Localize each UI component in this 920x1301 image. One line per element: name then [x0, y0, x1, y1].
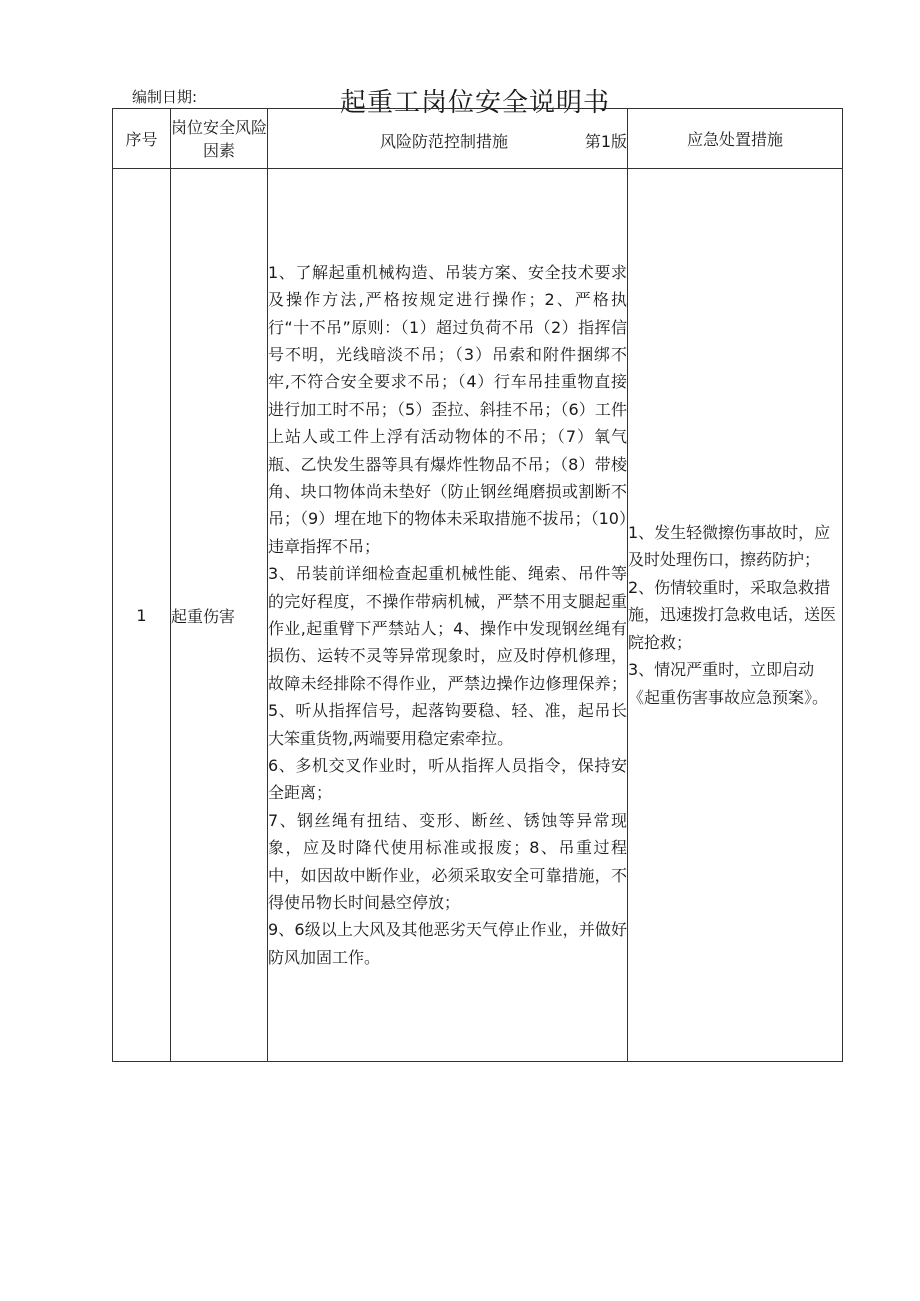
document-title: 起重工岗位安全说明书: [340, 88, 611, 118]
row-seq: 1: [113, 169, 171, 1062]
emergency-item: 3、情况严重时，立即启动《起重伤害事故应急预案》。: [628, 660, 829, 707]
measure-paragraph: 9、6级以上大风及其他恶劣天气停止作业，并做好防风加固工作。: [268, 920, 627, 967]
row-measures: [268, 169, 628, 1062]
emergency-item: 1、发生轻微擦伤事故时，应及时处理伤口，擦药防护；: [628, 523, 831, 570]
safety-table: [112, 108, 843, 1062]
emergency-item: 2、伤情较重时，采取急救措施，迅速拨打急救电话，送医院抢救；: [628, 577, 837, 652]
measure-paragraph: 7、钢丝绳有扭结、变形、断丝、锈蚀等异常现象，应及时降代使用标准或报废；8、吊重过程中，如因故中断作业，必须采取安全可靠措施，不得使吊物长时间悬空停放；: [268, 810, 627, 913]
header-risk-factor: 岗位安全风险因素: [171, 109, 268, 169]
header-seq: 序号: [113, 109, 171, 169]
row-risk-factor: 起重伤害: [171, 169, 268, 1062]
table-row: [113, 169, 843, 1062]
table-header-row: [113, 109, 843, 169]
measure-paragraph: 3、吊装前详细检查起重机械性能、绳索、吊件等的完好程度，不操作带病机械，严禁不用支腿起重作业,起重臂下严禁站人；4、操作中发现钢丝绳有损伤、运转不灵等异常现象时，应及时停机修理，故障未经排除不得作业，严禁边操作边修理保养；5、听从指挥信号，起落钩要稳、轻、准，起吊长大笨重货物,两端要用稳定索牵拉。: [268, 564, 627, 748]
measure-paragraph: 6、多机交叉作业时，听从指挥人员指令，保持安全距离；: [268, 756, 627, 803]
compile-date-label: 编制日期:: [132, 88, 198, 106]
row-emergency: [628, 169, 843, 1062]
header-measures: [268, 109, 628, 169]
version-label: 第1版: [584, 132, 627, 151]
measure-paragraph: 1、了解起重机械构造、吊装方案、安全技术要求及操作方法,严格按规定进行操作；2、严格执行“十不吊”原则：（1）超过负荷不吊（2）指挥信号不明，光线暗淡不吊；（3）吊索和附件捆绑不牢,不符合安全要求不吊；（4）行车吊挂重物直接进行加工时不吊；（5）歪拉、斜挂不吊；（6）工件上站人或工件上浮有活动物体的不吊；（7）氧气瓶、乙快发生器等具有爆炸性物品不吊；（8）带棱角、块口物体尚未垫好（防止钢丝绳磨损或割断不吊；（9）埋在地下的物体未采取措施不拔吊；（10）违章指挥不吊；: [268, 262, 627, 556]
header-measures-label: 风险防范控制措施: [380, 132, 509, 151]
header-emergency: 应急处置措施: [628, 109, 843, 169]
